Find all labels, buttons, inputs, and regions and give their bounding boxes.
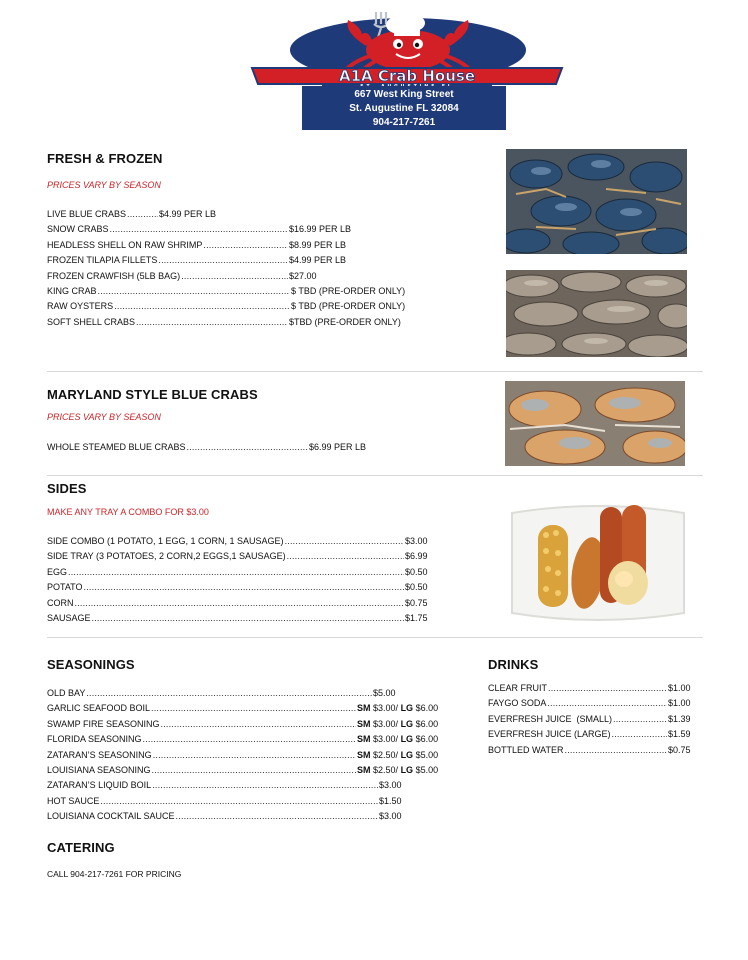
list-item: FLORIDA SEASONING ..... SM $3.00/ LG $6.00 bbox=[47, 732, 459, 747]
list-item: EGG ..... $0.50 bbox=[47, 565, 437, 580]
maryland-list bbox=[47, 440, 373, 455]
catering-heading: CATERING bbox=[47, 840, 115, 855]
sides-list bbox=[47, 534, 437, 626]
list-item: EVERFRESH JUICE (LARGE) ..... $1.59 bbox=[488, 727, 698, 742]
section-divider bbox=[47, 475, 703, 476]
drinks-heading: DRINKS bbox=[488, 657, 539, 672]
list-item: CLEAR FRUIT ..... $1.00 bbox=[488, 681, 698, 696]
list-item: SIDE COMBO (1 POTATO, 1 EGG, 1 CORN, 1 SAUSAGE) ..... $3.00 bbox=[47, 534, 437, 549]
list-item: KING CRAB ..... $ TBD (PRE-ORDER ONLY) bbox=[47, 284, 419, 299]
oysters-photo bbox=[506, 270, 687, 357]
catering-text: CALL 904-217-7261 FOR PRICING bbox=[47, 869, 182, 879]
list-item: POTATO ..... $0.50 bbox=[47, 580, 437, 595]
drinks-list bbox=[488, 681, 698, 758]
list-item: SIDE TRAY (3 POTATOES, 2 CORN,2 EGGS,1 SAUSAGE) ..... $6.99 bbox=[47, 549, 437, 564]
list-item: LIVE BLUE CRABS ..... $4.99 PER LB bbox=[47, 207, 289, 222]
list-item: WHOLE STEAMED BLUE CRABS ..... $6.99 PER LB bbox=[47, 440, 373, 455]
blue-crabs-photo bbox=[506, 149, 687, 254]
list-item: RAW OYSTERS ..... $ TBD (PRE-ORDER ONLY) bbox=[47, 299, 419, 314]
list-item: SNOW CRABS ..... $16.99 PER LB bbox=[47, 222, 419, 237]
list-item: SWAMP FIRE SEASONING ..... SM $3.00/ LG $6.00 bbox=[47, 717, 459, 732]
maryland-note: PRICES VARY BY SEASON bbox=[47, 412, 161, 422]
list-item: CORN ..... $0.75 bbox=[47, 596, 437, 611]
list-item: LOUISIANA COCKTAIL SAUCE ..... $3.00 bbox=[47, 809, 409, 824]
list-item: BOTTLED WATER ..... $0.75 bbox=[488, 743, 698, 758]
list-item: LOUISIANA SEASONING ..... SM $2.50/ LG $5.00 bbox=[47, 763, 459, 778]
list-item: FAYGO SODA ..... $1.00 bbox=[488, 696, 698, 711]
section-divider bbox=[47, 371, 703, 372]
fresh-frozen-heading: FRESH & FROZEN bbox=[47, 151, 163, 166]
list-item: SOFT SHELL CRABS ..... $TBD (PRE-ORDER ONLY) bbox=[47, 315, 419, 330]
fresh-frozen-note: PRICES VARY BY SEASON bbox=[47, 180, 161, 190]
address-street: 667 West King Street bbox=[354, 89, 454, 100]
sides-note: MAKE ANY TRAY A COMBO FOR $3.00 bbox=[47, 507, 209, 517]
address-box bbox=[302, 86, 506, 130]
crab-house-logo bbox=[248, 10, 566, 88]
list-item: HEADLESS SHELL ON RAW SHRIMP ..... $8.99 PER LB bbox=[47, 238, 419, 253]
sides-heading: SIDES bbox=[47, 481, 87, 496]
list-item: FROZEN TILAPIA FILLETS ..... $4.99 PER LB bbox=[47, 253, 419, 268]
seasonings-list bbox=[47, 686, 459, 825]
list-item: GARLIC SEAFOOD BOIL ..... SM $3.00/ LG $6.00 bbox=[47, 701, 459, 716]
list-item: OLD BAY ..... $5.00 bbox=[47, 686, 403, 701]
list-item: SAUSAGE ..... $1.75 bbox=[47, 611, 437, 626]
fresh-frozen-list bbox=[47, 207, 419, 330]
logo-wordmark: A1A Crab House bbox=[338, 67, 476, 85]
sides-tray-photo bbox=[508, 503, 688, 623]
list-item: ZATARAN’S SEASONING ..... SM $2.50/ LG $5.00 bbox=[47, 748, 459, 763]
maryland-heading: MARYLAND STYLE BLUE CRABS bbox=[47, 387, 258, 402]
address-city: St. Augustine FL 32084 bbox=[349, 103, 459, 114]
list-item: ZATARAN’S LIQUID BOIL ..... $3.00 bbox=[47, 778, 409, 793]
list-item: FROZEN CRAWFISH (5LB BAG) ..... $27.00 bbox=[47, 269, 419, 284]
section-divider bbox=[47, 637, 703, 638]
seasonings-heading: SEASONINGS bbox=[47, 657, 135, 672]
list-item: HOT SAUCE ..... $1.50 bbox=[47, 794, 409, 809]
address-phone: 904-217-7261 bbox=[372, 117, 436, 128]
list-item: EVERFRESH JUICE (SMALL) ..... $1.39 bbox=[488, 712, 698, 727]
steamed-crabs-photo bbox=[505, 381, 685, 466]
